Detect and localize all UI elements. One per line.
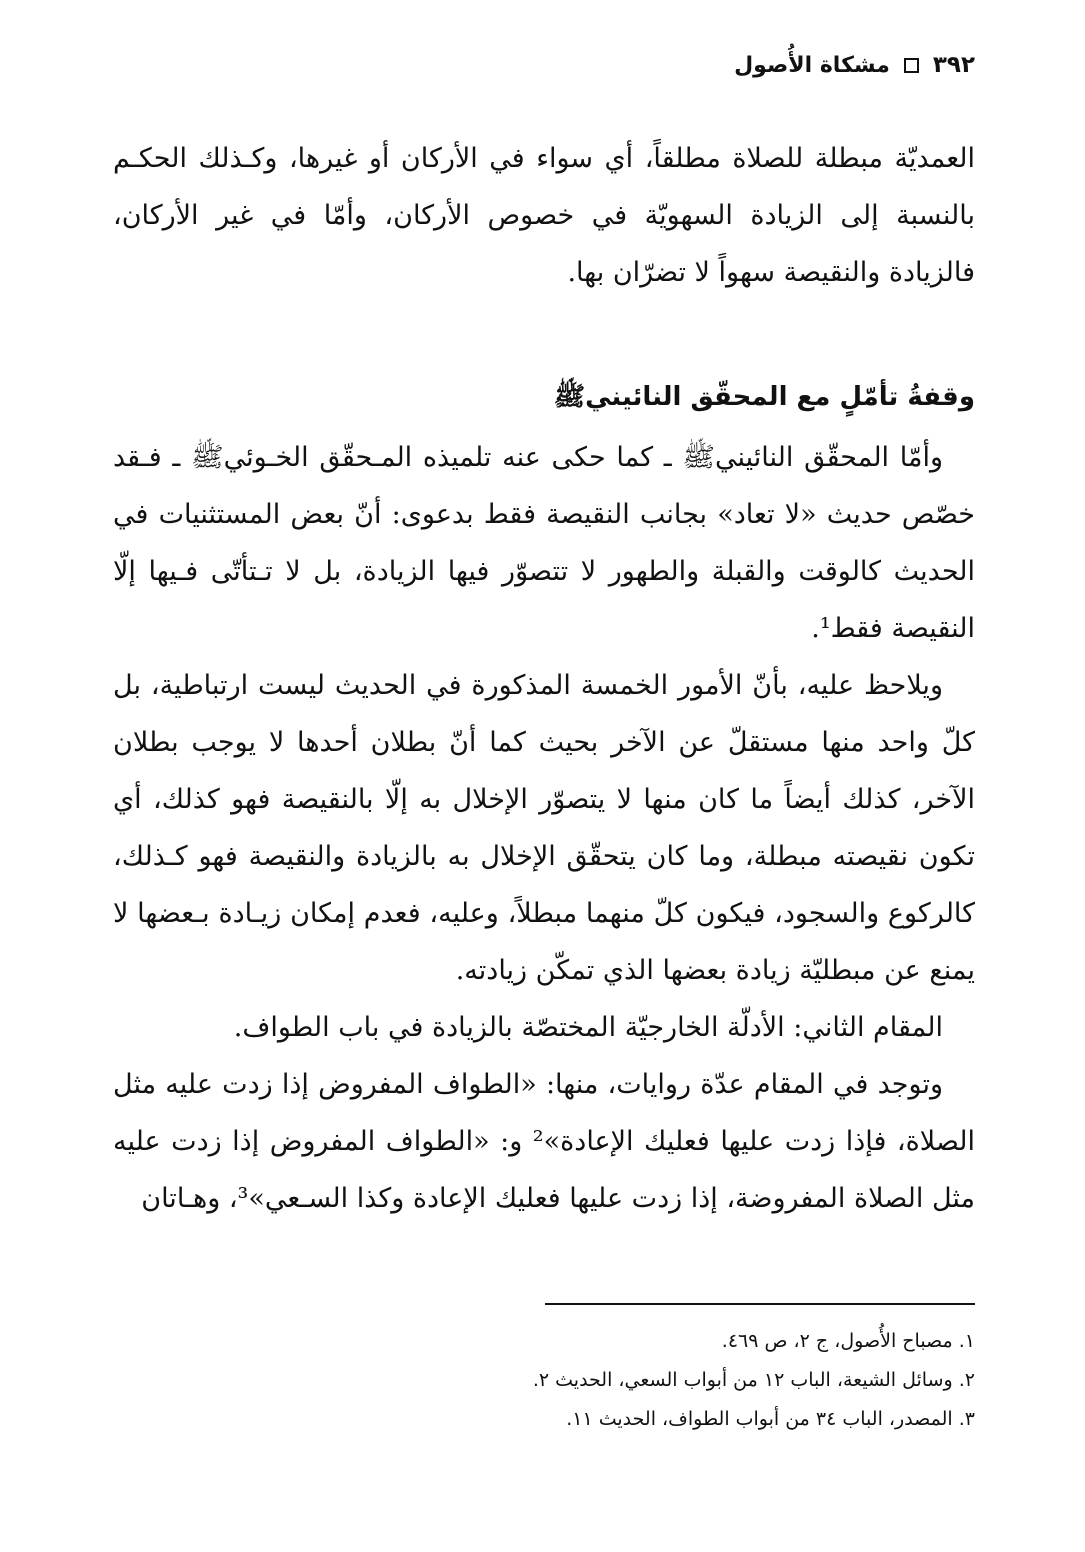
running-header (734, 52, 975, 78)
footnotes (113, 1322, 975, 1439)
page-number: ٣٩٢ (932, 52, 975, 78)
paragraph: وأمّا المحقّق النائينيﷺ ـ كما حكى عنه تلميذه المـحقّق الخـوئيﷺ ـ فـقد خصّص حديث «لا تعاد» بجانب النقيصة فقط بدعوى: أنّ بعض المستثنيات في الحديث كالوقت والقبلة والطهور لا تتصوّر فيها الزيادة، بل لا تـتأتّى فـيها إلّا النقيصة فقط¹. (113, 442, 975, 644)
section-heading: وقفةُ تأمّلٍ مع المحقّق النائينيﷺ (553, 382, 975, 412)
paragraph: المقام الثاني: الأدلّة الخارجيّة المختصّة بالزيادة في باب الطواف. (233, 1012, 943, 1043)
square-separator-icon (904, 58, 919, 73)
intro-paragraph: العمديّة مبطلة للصلاة مطلقاً، أي سواء في الأركان أو غيرها، وكـذلك الحكـم بالنسبة إلى الزيادة السهويّة في خصوص الأركان، وأمّا في غير الأركان، فالزيادة والنقيصة سهواً لا تضرّان بها. (113, 143, 975, 288)
book-title: مشكاة الأُصول (734, 52, 890, 78)
main-text-block (113, 429, 975, 1227)
footnote-divider (545, 1303, 975, 1305)
paragraph: وتوجد في المقام عدّة روايات، منها: «الطواف المفروض إذا زدت عليه مثل الصلاة، فإذا زدت عليها فعليك الإعادة»² و: «الطواف المفروض إذا زدت عليه مثل الصلاة المفروضة، إذا زدت عليها فعليك الإعادة وكذا السـعي»³، وهـاتان (113, 1069, 975, 1214)
footnote: ٣. المصدر، الباب ٣٤ من أبواب الطواف، الحديث ١١. (566, 1408, 975, 1430)
footnote: ١. مصباح الأُصول، ج ٢، ص ٤٦٩. (721, 1330, 975, 1352)
intro-text-block (113, 130, 975, 301)
paragraph: ويلاحظ عليه، بأنّ الأمور الخمسة المذكورة في الحديث ليست ارتباطية، بل كلّ واحد منها مستقلّ عن الآخر بحيث كما أنّ بطلان أحدها لا يوجب بطلان الآخر، كذلك أيضاً ما كان منها لا يتصوّر الإخلال به إلّا بالنقيصة فهو كذلك، أي تكون نقيصته مبطلة، وما كان يتحقّق الإخلال به بالزيادة والنقيصة فهو كـذلك، كالركوع والسجود، فيكون كلّ منهما مبطلاً، وعليه، فعدم إمكان زيـادة بـعضها لا يمنع عن مبطليّة زيادة بعضها الذي تمكّن زيادته. (113, 670, 975, 986)
footnote: ٢. وسائل الشيعة، الباب ١٢ من أبواب السعي، الحديث ٢. (532, 1369, 975, 1391)
